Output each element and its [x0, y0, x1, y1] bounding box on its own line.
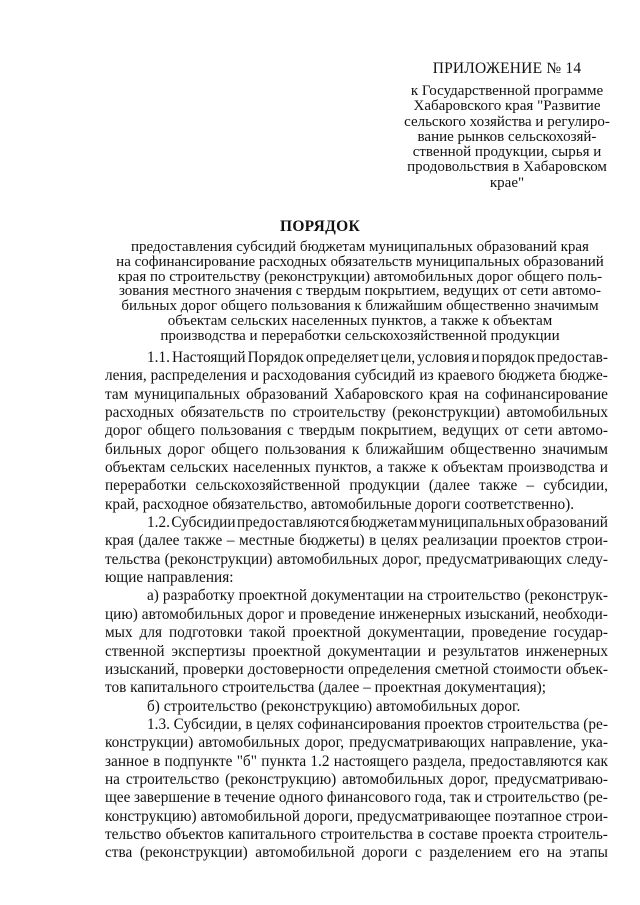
appendix-line: ственной продукции, сырья и — [412, 144, 602, 161]
appendix-line: сельского хозяйства и регулиро- — [404, 113, 610, 130]
appendix-line: вание рынков сельскохозяй- — [417, 128, 597, 145]
paragraph-line: на строительство (реконструкцию) автомобильных дорог, предусматриваю- — [105, 770, 608, 788]
paragraph-line: занное в подпункте "б" пункта 1.2 настоящего раздела, предоставляются как — [105, 752, 608, 770]
paragraph-line: тельства (реконструкции) автомобильных дорог, предусматривающих следу- — [105, 550, 608, 568]
paragraph-line: объектам сельских населенных пунктов, а также к объектам производства и — [105, 459, 608, 477]
paragraph-line: конструкции) автомобильных дорог, предусматривающих направление, ука- — [105, 734, 608, 752]
document-subtitle — [105, 240, 615, 344]
subtitle-line: производства и переработки сельскохозяйственной продукции — [160, 327, 560, 344]
paragraph-line: края (далее также – местные бюджеты) в целях реализации проектов строи- — [105, 532, 608, 550]
subtitle-line: на софинансирование расходных обязательств муниципальных образований — [116, 253, 604, 270]
subtitle-line: предоставления субсидий бюджетам муниципальных образований края — [131, 239, 589, 255]
paragraph-line: ления, распределения и расходования субсидий из краевого бюджета бюдже- — [105, 367, 608, 385]
paragraph-line: ственной экспертизы проектной документации и результатов инженерных — [105, 642, 608, 660]
paragraph-line: цию) автомобильных дорог и проведение инженерных изысканий, необходи- — [105, 605, 608, 623]
paragraph-line: 1.3. Субсидии, в целях софинансирования проектов строительства (ре- — [147, 715, 608, 733]
appendix-line: продовольствия в Хабаровском — [407, 159, 607, 176]
appendix-header — [394, 60, 620, 191]
appendix-line: к Государственной программе — [410, 83, 604, 99]
subtitle-line: края по строительству (реконструкции) автомобильных дорог общего поль- — [117, 268, 603, 285]
paragraph-line: конструкцию) автомобильной дороги, предусматривающее поэтапное строи- — [105, 807, 608, 825]
appendix-line: крае" — [489, 174, 525, 191]
paragraph-line: мых для подготовки такой проектной документации, проведение государ- — [105, 624, 608, 642]
subtitle-line: бильных дорог общего пользования к ближайшим общественно значимым — [121, 298, 599, 315]
document-title: ПОРЯДОК — [279, 218, 361, 235]
paragraph-line: а) разработку проектной документации на строительство (реконструк- — [147, 587, 608, 605]
paragraph-line: ющие направления: — [105, 569, 234, 587]
paragraph-line: край, расходное обязательство, автомобильные дороги соответственно). — [105, 495, 575, 513]
paragraph-line: расходных обязательств по строительству (реконструкции) автомобильных — [105, 404, 608, 422]
paragraph-line: бильных дорог общего пользования к ближайшим общественно значимым — [105, 440, 608, 458]
appendix-line: Хабаровского края "Развитие — [413, 98, 601, 115]
paragraph-line: б) строительство (реконструкцию) автомобильных дорог. — [147, 697, 521, 715]
paragraph-line: ства (реконструкции) автомобильной дороги с разделением его на этапы — [105, 844, 608, 862]
paragraph-line: изысканий, проверки достоверности определения сметной стоимости объек- — [105, 660, 608, 678]
paragraph-line: 1.2. Субсидии предоставляются бюджетам муниципальных образований — [147, 514, 608, 532]
document-body — [105, 349, 608, 863]
subtitle-line: объектам сельских населенных пунктов, а также к объектам — [167, 312, 553, 329]
paragraph-line: тов капитального строительства (далее – проектная документация); — [105, 679, 546, 697]
paragraph-line: там муниципальных образований Хабаровского края на софинансирование — [105, 385, 608, 403]
appendix-title: ПРИЛОЖЕНИЕ № 14 — [432, 60, 582, 77]
subtitle-line: зования местного значения с твердым покрытием, ведущих от сети автомо- — [118, 283, 602, 300]
paragraph-line: щее завершение в течение одного финансового года, так и строительство (ре- — [105, 789, 608, 807]
paragraph-line: переработки сельскохозяйственной продукции (далее также – субсидии, — [105, 477, 608, 495]
paragraph-line: 1.1. Настоящий Порядок определяет цели, условия и порядок предостав- — [147, 349, 608, 366]
paragraph-line: дорог общего пользования с твердым покрытием, ведущих от сети автомо- — [105, 422, 608, 440]
paragraph-line: тельство объектов капитального строительства в составе проекта строитель- — [105, 825, 608, 843]
